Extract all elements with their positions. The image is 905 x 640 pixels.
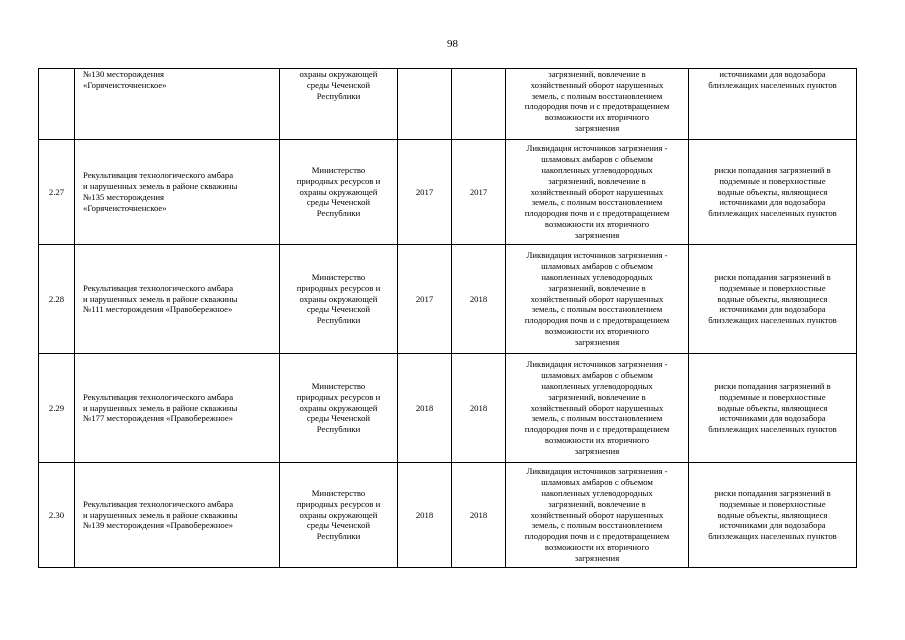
responsible-org-cell: охраны окружающей среды Чеченской Республики xyxy=(280,69,398,140)
action-cell: Ликвидация источников загрязнения - шламовых амбаров с объемом накопленных углеводородных загрязнений, вовлечение в хозяйственный оборот нарушенных земель, с полным восстановлением плодородия почв и с предотвращением возможности их вторичного загрязнения xyxy=(506,245,689,354)
end-year-cell: 2018 xyxy=(452,354,506,463)
measure-name-cell: Рекультивация технологического амбара и нарушенных земель в районе скважины №139 месторождения «Правобережное» xyxy=(75,463,280,568)
responsible-org-cell: Министерство природных ресурсов и охраны окружающей среды Чеченской Республики xyxy=(280,463,398,568)
start-year-cell: 2018 xyxy=(398,354,452,463)
end-year-cell: 2018 xyxy=(452,463,506,568)
action-cell: загрязнений, вовлечение в хозяйственный оборот нарушенных земель, с полным восстановлением плодородия почв и с предотвращением возможности их вторичного загрязнения xyxy=(506,69,689,140)
action-cell: Ликвидация источников загрязнения - шламовых амбаров с объемом накопленных углеводородных загрязнений, вовлечение в хозяйственный оборот нарушенных земель, с полным восстановлением плодородия почв и с предотвращением возможности их вторичного загрязнения xyxy=(506,354,689,463)
end-year-cell xyxy=(452,69,506,140)
row-number-cell: 2.27 xyxy=(39,140,75,245)
start-year-cell xyxy=(398,69,452,140)
table-row xyxy=(39,245,857,354)
responsible-org-cell: Министерство природных ресурсов и охраны окружающей среды Чеченской Республики xyxy=(280,140,398,245)
start-year-cell: 2018 xyxy=(398,463,452,568)
row-number-cell: 2.30 xyxy=(39,463,75,568)
measure-name-cell: Рекультивация технологического амбара и нарушенных земель в районе скважины №135 месторождения «Горячеисточненское» xyxy=(75,140,280,245)
row-number-cell xyxy=(39,69,75,140)
measure-name-cell: Рекультивация технологического амбара и нарушенных земель в районе скважины №177 месторождения «Правобережное» xyxy=(75,354,280,463)
responsible-org-cell: Министерство природных ресурсов и охраны окружающей среды Чеченской Республики xyxy=(280,354,398,463)
table-row xyxy=(39,69,857,140)
measure-name-cell: Рекультивация технологического амбара и нарушенных земель в районе скважины №111 месторождения «Правобережное» xyxy=(75,245,280,354)
risk-cell: источниками для водозабора близлежащих населенных пунктов xyxy=(689,69,857,140)
end-year-cell: 2017 xyxy=(452,140,506,245)
measure-name-cell: №130 месторождения «Горячеисточненское» xyxy=(75,69,280,140)
action-cell: Ликвидация источников загрязнения - шламовых амбаров с объемом накопленных углеводородных загрязнений, вовлечение в хозяйственный оборот нарушенных земель, с полным восстановлением плодородия почв и с предотвращением возможности их вторичного загрязнения xyxy=(506,140,689,245)
start-year-cell: 2017 xyxy=(398,245,452,354)
action-cell: Ликвидация источников загрязнения - шламовых амбаров с объемом накопленных углеводородных загрязнений, вовлечение в хозяйственный оборот нарушенных земель, с полным восстановлением плодородия почв и с предотвращением возможности их вторичного загрязнения xyxy=(506,463,689,568)
risk-cell: риски попадания загрязнений в подземные и поверхностные водные объекты, являющиеся источниками для водозабора близлежащих населенных пунктов xyxy=(689,354,857,463)
table-row xyxy=(39,354,857,463)
table-row xyxy=(39,140,857,245)
risk-cell: риски попадания загрязнений в подземные и поверхностные водные объекты, являющиеся источниками для водозабора близлежащих населенных пунктов xyxy=(689,245,857,354)
table-row xyxy=(39,463,857,568)
start-year-cell: 2017 xyxy=(398,140,452,245)
end-year-cell: 2018 xyxy=(452,245,506,354)
row-number-cell: 2.29 xyxy=(39,354,75,463)
row-number-cell: 2.28 xyxy=(39,245,75,354)
responsible-org-cell: Министерство природных ресурсов и охраны окружающей среды Чеченской Республики xyxy=(280,245,398,354)
risk-cell: риски попадания загрязнений в подземные и поверхностные водные объекты, являющиеся источниками для водозабора близлежащих населенных пунктов xyxy=(689,140,857,245)
measures-table xyxy=(38,68,857,568)
page-number: 98 xyxy=(447,38,458,50)
risk-cell: риски попадания загрязнений в подземные и поверхностные водные объекты, являющиеся источниками для водозабора близлежащих населенных пунктов xyxy=(689,463,857,568)
